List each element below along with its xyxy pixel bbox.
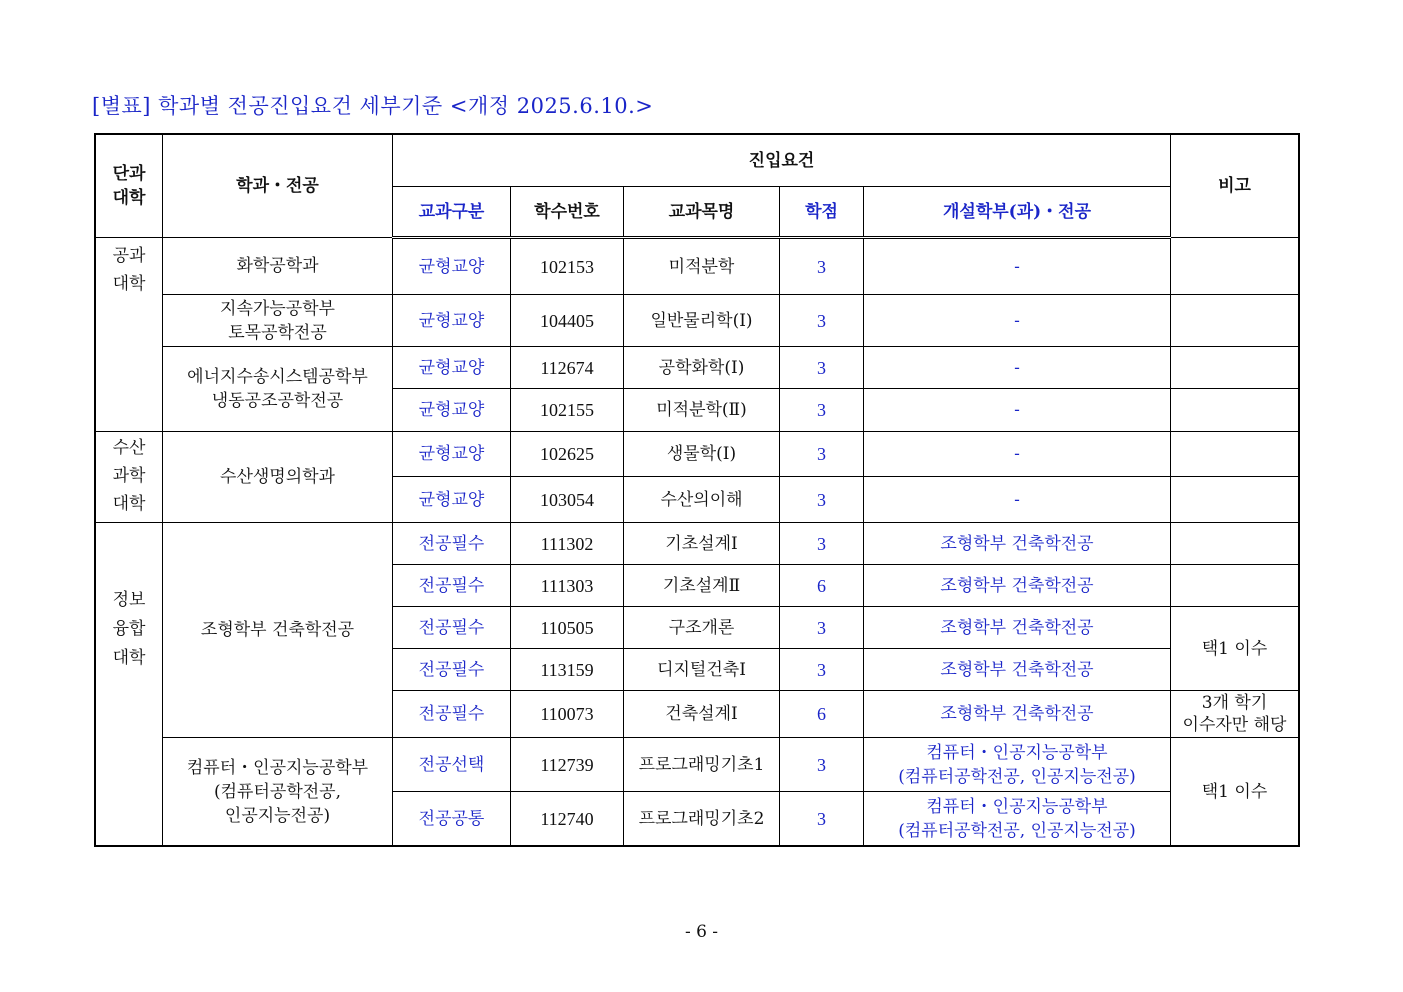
header-requirements: 진입요건 (393, 135, 1171, 187)
table-row (96, 238, 1299, 295)
offering-cell: 조형학부 건축학전공 (864, 649, 1171, 691)
credits-cell: 3 (780, 792, 864, 846)
course-no-cell: 102625 (511, 432, 624, 477)
course-no-cell: 110505 (511, 607, 624, 649)
course-name-cell: 기초설계Ⅱ (624, 565, 780, 607)
note-three-semesters: 3개 학기 이수자만 해당 (1171, 691, 1299, 738)
course-no-cell: 112674 (511, 347, 624, 389)
note-cell (1171, 477, 1299, 523)
note-cell (1171, 389, 1299, 432)
course-no-cell: 113159 (511, 649, 624, 691)
header-credits: 학점 (780, 187, 864, 238)
category-cell: 균형교양 (393, 432, 511, 477)
header-category: 교과구분 (393, 187, 511, 238)
course-no-cell: 112740 (511, 792, 624, 846)
offering-cell: 조형학부 건축학전공 (864, 523, 1171, 565)
offering-cell: - (864, 432, 1171, 477)
course-name-cell: 디지털건축Ⅰ (624, 649, 780, 691)
category-cell: 균형교양 (393, 347, 511, 389)
dept-cell: 지속가능공학부 토목공학전공 (163, 295, 393, 347)
offering-cell: - (864, 347, 1171, 389)
credits-cell: 3 (780, 347, 864, 389)
document-title: [별표] 학과별 전공진입요건 세부기준 <개정 2025.6.10.> (92, 94, 654, 118)
college-cell: 수산 과학 대학 (96, 432, 163, 523)
course-name-cell: 건축설계Ⅰ (624, 691, 780, 738)
course-name-cell: 기초설계Ⅰ (624, 523, 780, 565)
course-name-cell: 공학화학(Ⅰ) (624, 347, 780, 389)
table-row (96, 523, 1299, 565)
header-course-name: 교과목명 (624, 187, 780, 238)
credits-cell: 6 (780, 691, 864, 738)
course-name-cell: 생물학(Ⅰ) (624, 432, 780, 477)
course-no-cell: 111303 (511, 565, 624, 607)
header-college: 단과 대학 (96, 135, 163, 238)
header-note: 비고 (1171, 135, 1299, 238)
course-name-cell: 일반물리학(Ⅰ) (624, 295, 780, 347)
category-cell: 전공필수 (393, 565, 511, 607)
course-name-cell: 구조개론 (624, 607, 780, 649)
course-name-cell: 프로그래밍기초1 (624, 738, 780, 792)
credits-cell: 3 (780, 432, 864, 477)
offering-cell: 컴퓨터・인공지능공학부 (컴퓨터공학전공, 인공지능전공) (864, 738, 1171, 792)
note-cell (1171, 295, 1299, 347)
offering-cell: - (864, 477, 1171, 523)
offering-cell: 조형학부 건축학전공 (864, 607, 1171, 649)
table-row (96, 347, 1299, 389)
offering-cell: 조형학부 건축학전공 (864, 565, 1171, 607)
course-name-cell: 미적분학(Ⅱ) (624, 389, 780, 432)
table-row (96, 295, 1299, 347)
credits-cell: 3 (780, 738, 864, 792)
course-no-cell: 102155 (511, 389, 624, 432)
college-cell: 공과 대학 (96, 238, 163, 432)
note-cell (1171, 523, 1299, 565)
category-cell: 균형교양 (393, 295, 511, 347)
credits-cell: 3 (780, 649, 864, 691)
course-name-cell: 수산의이해 (624, 477, 780, 523)
credits-cell: 3 (780, 523, 864, 565)
offering-cell: - (864, 238, 1171, 295)
course-no-cell: 111302 (511, 523, 624, 565)
credits-cell: 3 (780, 477, 864, 523)
dept-cell: 화학공학과 (163, 238, 393, 295)
course-no-cell: 103054 (511, 477, 624, 523)
note-pick-one: 택1 이수 (1171, 607, 1299, 691)
credits-cell: 3 (780, 238, 864, 295)
course-no-cell: 112739 (511, 738, 624, 792)
offering-cell: - (864, 389, 1171, 432)
category-cell: 균형교양 (393, 389, 511, 432)
category-cell: 균형교양 (393, 238, 511, 295)
offering-cell: 컴퓨터・인공지능공학부 (컴퓨터공학전공, 인공지능전공) (864, 792, 1171, 846)
page-number: - 6 - (684, 922, 719, 942)
dept-cell: 조형학부 건축학전공 (163, 523, 393, 738)
offering-cell: 조형학부 건축학전공 (864, 691, 1171, 738)
offering-cell: - (864, 295, 1171, 347)
note-cell (1171, 565, 1299, 607)
dept-cell: 수산생명의학과 (163, 432, 393, 523)
category-cell: 전공필수 (393, 607, 511, 649)
dept-cell: 에너지수송시스템공학부 냉동공조공학전공 (163, 347, 393, 432)
header-course-no: 학수번호 (511, 187, 624, 238)
course-name-cell: 미적분학 (624, 238, 780, 295)
note-cell (1171, 432, 1299, 477)
credits-cell: 6 (780, 565, 864, 607)
entry-requirements-table (95, 134, 1299, 846)
credits-cell: 3 (780, 607, 864, 649)
table-row (96, 738, 1299, 792)
credits-cell: 3 (780, 295, 864, 347)
course-name-cell: 프로그래밍기초2 (624, 792, 780, 846)
note-pick-one: 택1 이수 (1171, 738, 1299, 846)
category-cell: 전공공통 (393, 792, 511, 846)
credits-cell: 3 (780, 389, 864, 432)
note-cell (1171, 347, 1299, 389)
category-cell: 전공필수 (393, 691, 511, 738)
header-offering: 개설학부(과)・전공 (864, 187, 1171, 238)
college-cell: 정보 융합 대학 (96, 523, 163, 846)
category-cell: 전공선택 (393, 738, 511, 792)
table-row (96, 432, 1299, 477)
course-no-cell: 110073 (511, 691, 624, 738)
header-dept: 학과・전공 (163, 135, 393, 238)
course-no-cell: 104405 (511, 295, 624, 347)
dept-cell: 컴퓨터・인공지능공학부 (컴퓨터공학전공, 인공지능전공) (163, 738, 393, 846)
note-cell (1171, 238, 1299, 295)
course-no-cell: 102153 (511, 238, 624, 295)
category-cell: 균형교양 (393, 477, 511, 523)
category-cell: 전공필수 (393, 649, 511, 691)
category-cell: 전공필수 (393, 523, 511, 565)
